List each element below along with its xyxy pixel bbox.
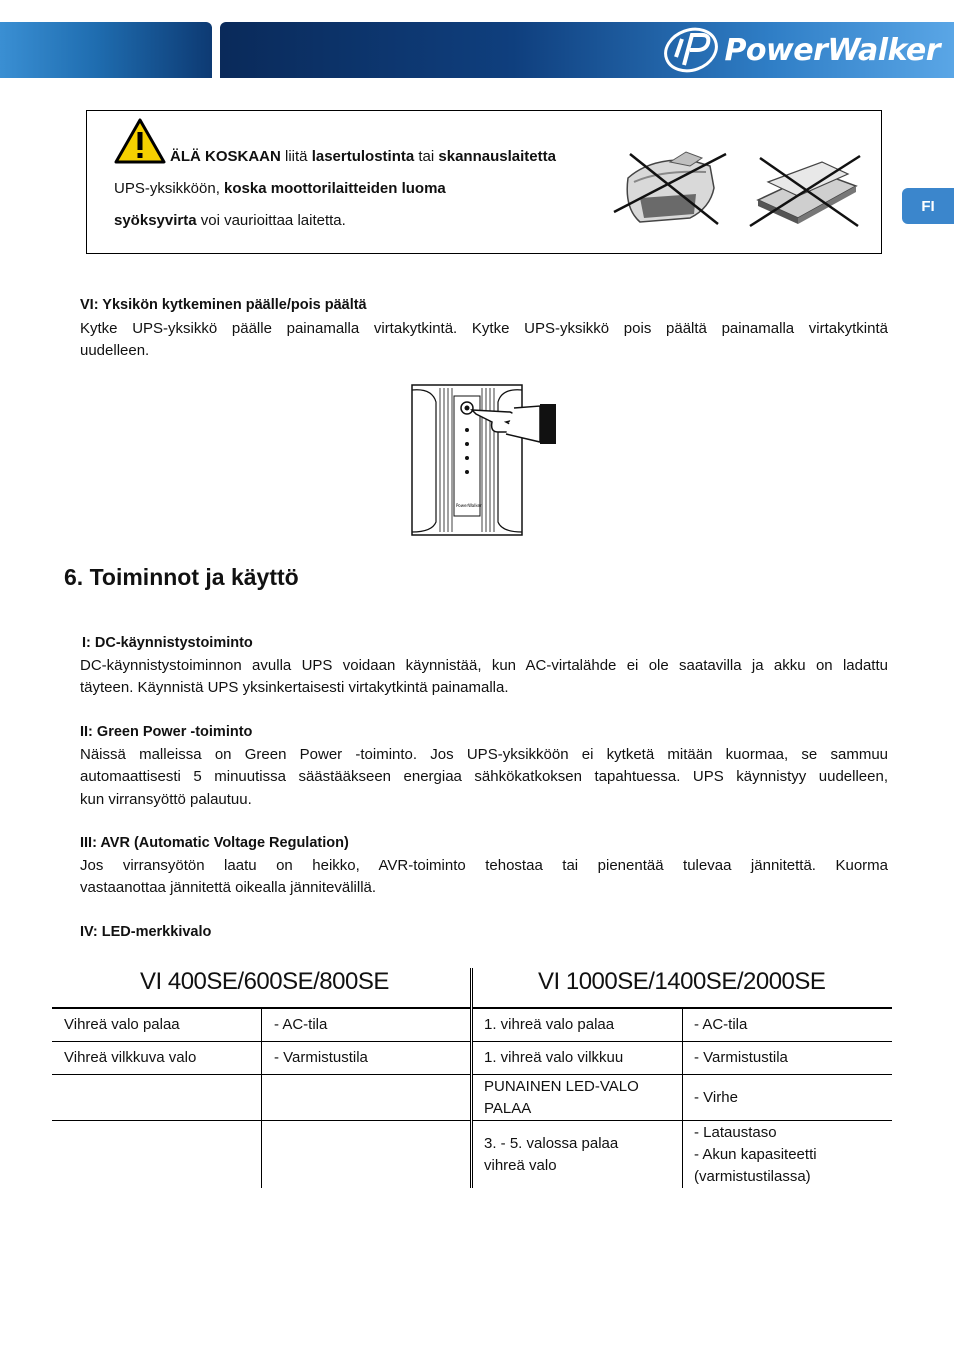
- section-ii-line-3: kun virransyöttö palautuu.: [80, 790, 252, 808]
- section-iii-text: [80, 855, 888, 900]
- section-ii-heading: II: Green Power -toiminto: [80, 724, 253, 740]
- section-i-text: [80, 655, 888, 700]
- section-iii-heading: III: AVR (Automatic Voltage Regulation): [80, 835, 349, 851]
- table-col-divider: [682, 1008, 683, 1188]
- section-iii-line-2: vastaanottaa jännitettä oikealla jännitevälillä.: [80, 879, 377, 897]
- warning-line3-segment: voi vaurioittaa laitetta.: [196, 212, 346, 229]
- warning-line2-segment: koska moottorilaitteiden luoma: [224, 180, 446, 197]
- section-ii-line-1: Näissä malleissa on Green Power -toiminto. Jos UPS-yksikköön ei kytketä mitään kuormaa, se sammuu: [80, 746, 888, 763]
- table-title-small-models: VI 400SE/600SE/800SE: [140, 968, 389, 995]
- section-i-heading: I: DC-käynnistystoiminto: [82, 635, 253, 651]
- section-ii-text: [80, 744, 888, 811]
- table-cell: 1. vihreä valo palaa: [484, 1015, 615, 1033]
- powerwalker-logo-icon: [662, 27, 720, 73]
- table-title-large-models: VI 1000SE/1400SE/2000SE: [538, 968, 826, 995]
- ups-power-button-illustration: [406, 382, 562, 538]
- scanner-crossed-icon: [748, 152, 864, 230]
- warning-line1-segment: ÄLÄ KOSKAAN: [170, 148, 281, 165]
- table-cell: 3. - 5. valossa palaa vihreä valo: [484, 1134, 619, 1174]
- table-cell: Vihreä vilkkuva valo: [64, 1049, 197, 1066]
- table-cell: - Varmistustila: [274, 1049, 368, 1066]
- section-i-line-1: DC-käynnistystoiminnon avulla UPS voidaan käynnistää, kun AC-virtalähde ei ole saatavilla ja akku on ladattu: [80, 657, 888, 674]
- section-ii-line-2: automaattisesti 5 minuutissa säästääkseen energiaa sähkökatkoksen tapahtuessa. UPS käynnistyy uudelleen,: [80, 768, 888, 786]
- table-cell: PUNAINEN LED-VALO PALAA: [484, 1077, 639, 1117]
- warning-line-1: [170, 147, 556, 167]
- section-vi-line-2: uudelleen.: [80, 342, 150, 360]
- table-center-divider: [470, 968, 473, 1188]
- warning-line1-segment: skannauslaitetta: [438, 148, 556, 165]
- warning-line2-segment: UPS-yksikköön,: [114, 180, 225, 197]
- warning-line-2: [114, 179, 446, 199]
- svg-text:PowerWalker: PowerWalker: [456, 503, 482, 508]
- warning-line-3: [114, 211, 346, 231]
- section-vi-heading: VI: Yksikön kytkeminen päälle/pois päältä: [80, 297, 367, 313]
- laser-printer-crossed-icon: [610, 148, 730, 230]
- section-iv-heading: IV: LED-merkkivalo: [80, 924, 212, 940]
- table-cell: - Varmistustila: [694, 1049, 788, 1066]
- section-iii-line-1: Jos virransyötön laatu on heikko, AVR-toiminto tehostaa tai pienentää tulevaa jännitettä. Kuorma: [80, 857, 888, 874]
- warning-line1-segment: liitä: [280, 148, 312, 165]
- section-i-line-2: täyteen. Käynnistä UPS yksinkertaisesti virtakytkintä painamalla.: [80, 679, 509, 697]
- table-cell: - Virhe: [694, 1088, 738, 1106]
- language-tab-fi[interactable]: FI: [902, 188, 954, 224]
- table-cell: 1. vihreä valo vilkkuu: [484, 1049, 624, 1066]
- brand-logo: [662, 26, 940, 74]
- table-cell: Vihreä valo palaa: [64, 1015, 180, 1033]
- table-cell: - AC-tila: [694, 1015, 748, 1033]
- section-vi-line-1: Kytke UPS-yksikkö päälle painamalla virtakytkintä. Kytke UPS-yksikkö pois päältä painamalla virtakytkintä: [80, 320, 888, 337]
- section-vi-text: [80, 318, 888, 363]
- table-cell: - AC-tila: [274, 1015, 328, 1033]
- chapter-title: 6. Toiminnot ja käyttö: [64, 564, 299, 590]
- table-col-divider: [261, 1008, 262, 1188]
- warning-line3-segment: syöksyvirta: [114, 212, 197, 229]
- brand-name: PowerWalker: [724, 32, 940, 68]
- warning-line1-segment: lasertulostinta: [311, 148, 415, 165]
- warning-line1-segment: tai: [414, 148, 439, 165]
- warning-triangle-icon: [114, 118, 166, 164]
- table-cell: - Lataustaso - Akun kapasiteetti (varmistustilassa): [694, 1123, 817, 1185]
- header-left-band: [0, 22, 212, 78]
